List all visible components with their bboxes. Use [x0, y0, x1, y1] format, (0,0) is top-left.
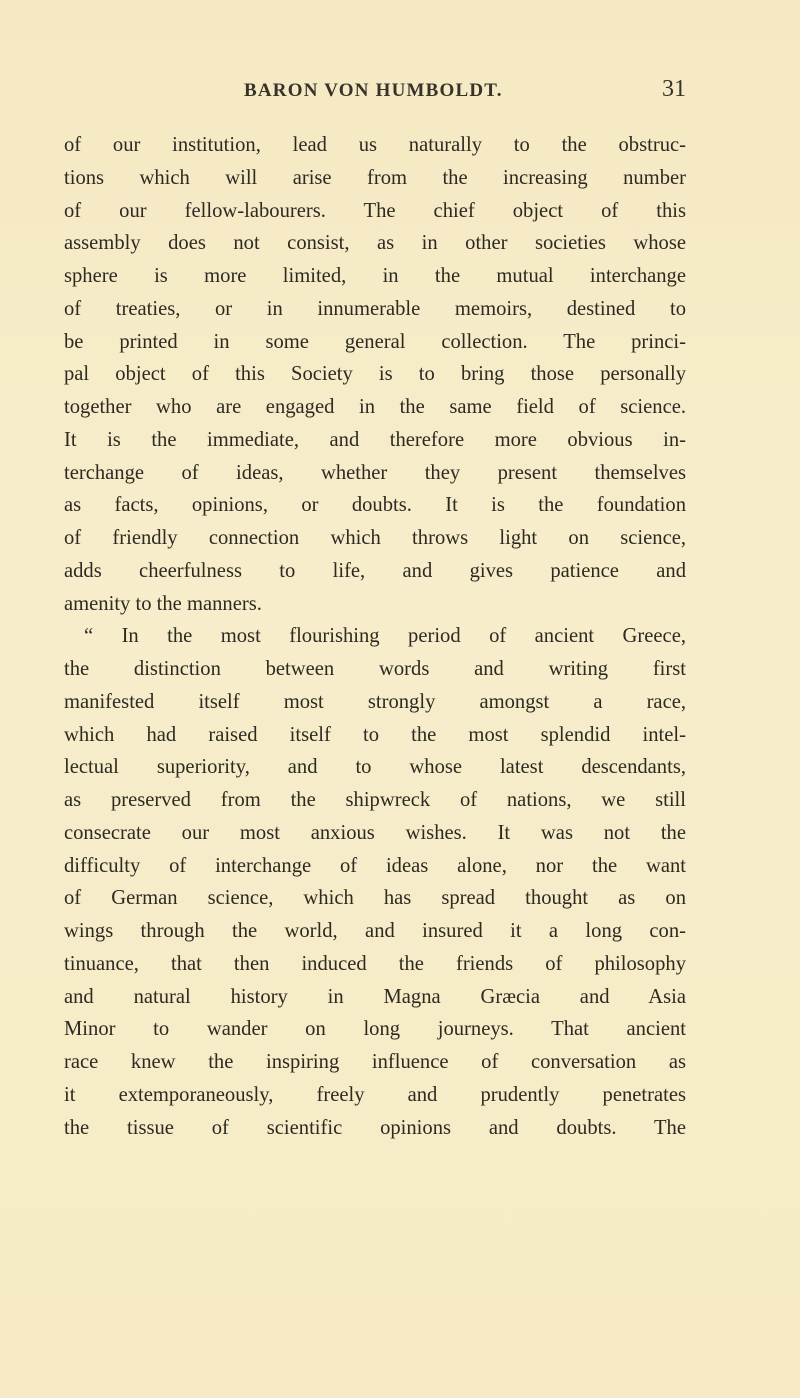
text-line: Minor to wander on long journeys. That ancient: [64, 1018, 686, 1041]
text-line: adds cheerfulness to life, and gives patience and: [64, 559, 686, 582]
text-line: of treaties, or in innumerable memoirs, destined to: [64, 297, 686, 320]
text-line: tions which will arise from the increasing number: [64, 166, 686, 189]
text-line: manifested itself most strongly amongst a race,: [64, 690, 686, 713]
paragraph-start-line: “ In the most flourishing period of ancient Greece,: [84, 625, 686, 648]
text-line: together who are engaged in the same field of science.: [64, 396, 686, 418]
text-line: of our institution, lead us naturally to the obstruc-: [64, 134, 686, 156]
text-line: the tissue of scientific opinions and doubts. The: [64, 1116, 686, 1139]
text-line: tinuance, that then induced the friends of philosophy: [64, 952, 686, 975]
text-line: the distinction between words and writing first: [64, 658, 686, 680]
text-line: of our fellow-labourers. The chief object of this: [64, 199, 686, 222]
body-text: [64, 129, 686, 1144]
text-line: difficulty of interchange of ideas alone, nor the want: [64, 854, 686, 877]
text-line: be printed in some general collection. The princi-: [64, 330, 686, 353]
text-line: race knew the inspiring influence of conversation as: [64, 1051, 686, 1073]
text-line: assembly does not consist, as in other societies whose: [64, 232, 686, 255]
text-line: lectual superiority, and to whose latest descendants,: [64, 756, 686, 779]
text-line: which had raised itself to the most splendid intel-: [64, 723, 686, 746]
running-head-title: BARON VON HUMBOLDT.: [244, 80, 503, 101]
paragraph-end-line: amenity to the manners.: [64, 592, 262, 615]
text-line: terchange of ideas, whether they present themselves: [64, 461, 686, 484]
running-head: [226, 56, 686, 102]
text-line: consecrate our most anxious wishes. It was not the: [64, 821, 686, 844]
text-line: wings through the world, and insured it a long con-: [64, 920, 686, 942]
text-line: of German science, which has spread thought as on: [64, 887, 686, 910]
text-line: as facts, opinions, or doubts. It is the foundation: [64, 494, 686, 517]
text-line: It is the immediate, and therefore more obvious in-: [64, 428, 686, 451]
text-line: as preserved from the shipwreck of nations, we still: [64, 789, 686, 811]
text-line: it extemporaneously, freely and prudently penetrates: [64, 1083, 686, 1106]
text-line: sphere is more limited, in the mutual interchange: [64, 265, 686, 287]
text-line: pal object of this Society is to bring those personally: [64, 363, 686, 386]
text-line: of friendly connection which throws light on science,: [64, 527, 686, 549]
text-line: and natural history in Magna Græcia and Asia: [64, 985, 686, 1008]
page-number: 31: [662, 76, 686, 102]
